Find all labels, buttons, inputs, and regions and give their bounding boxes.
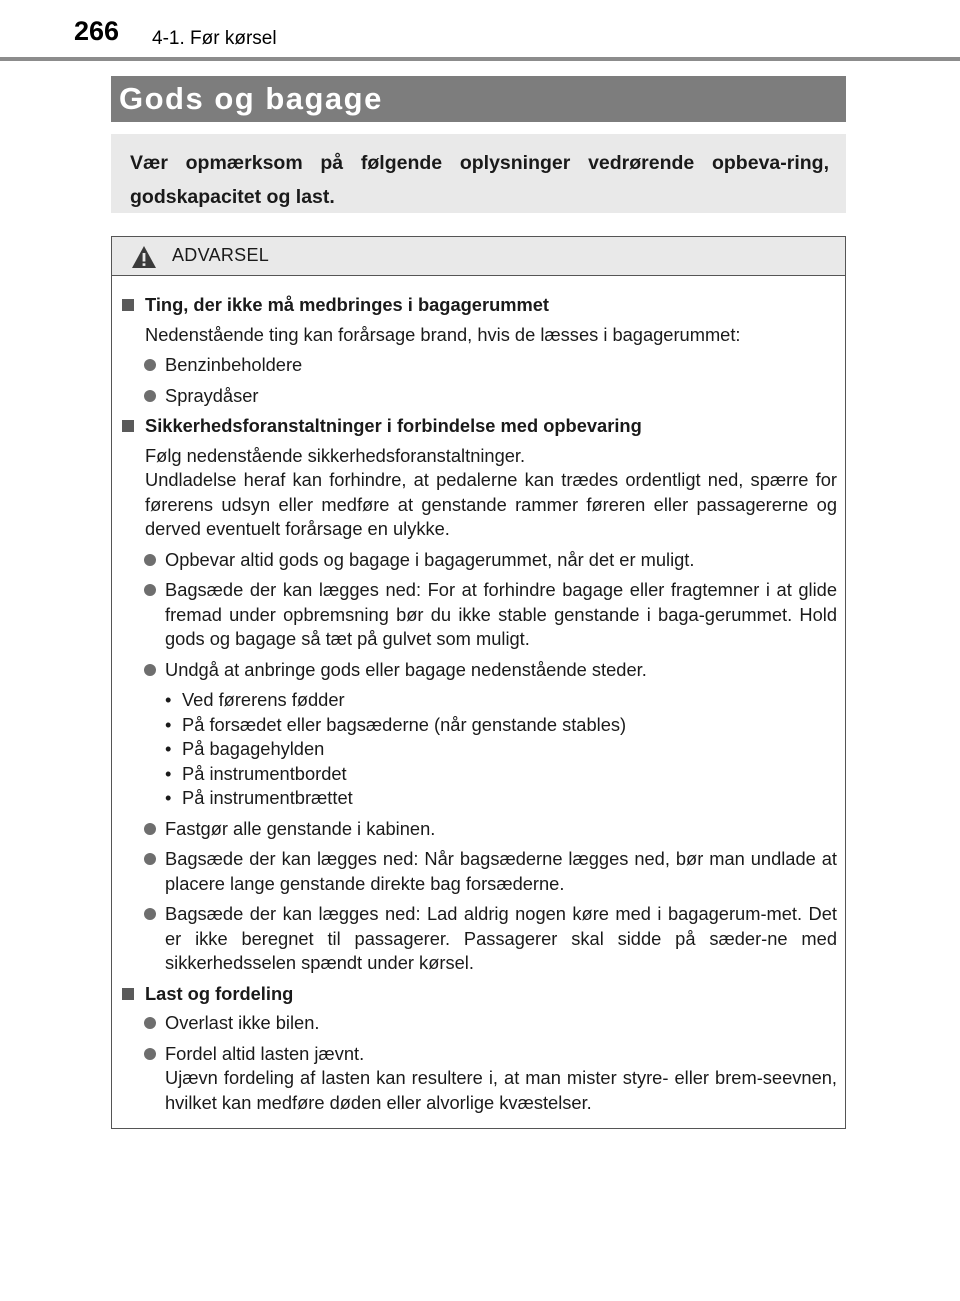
list-item [120,548,837,573]
list-item [120,902,837,976]
paragraph: Undladelse heraf kan forhindre, at pedalerne kan trædes ordentligt ned, spærre for førerens udsyn eller medføre at genstande rammer føreren eller passagererne og derved eventuelt forårsage en ulykke. [145,469,837,539]
warning-heading [120,414,837,439]
header-divider [0,57,960,61]
square-bullet-icon [122,299,134,311]
list-item [120,817,837,842]
page-header [0,0,960,62]
bullet-text: Bagsæde der kan lægges ned: Når bagsæderne lægges ned, bør man undlade at placere lange genstande direkte bag forsæderne. [165,848,837,894]
square-bullet-icon [122,988,134,1000]
list-item [120,658,837,683]
round-bullet-icon [144,1017,156,1029]
heading-text: Sikkerhedsforanstaltninger i forbindelse med opbevaring [145,415,642,436]
dash-text: På instrumentbrættet [182,787,353,808]
list-item [120,1042,837,1067]
bullet-text: Overlast ikke bilen. [165,1012,320,1033]
round-bullet-icon [144,908,156,920]
dash-item: • På instrumentbordet [165,762,347,784]
bullet-text: Benzinbeholdere [165,354,303,375]
dash-item: • På instrumentbrættet [165,787,353,808]
bullet-text: Bagsæde der kan lægges ned: Lad aldrig nogen køre med i bagagerum-met. Det er ikke beregnet til passagerer. Passagerer skal sidde på sæder-ne med sikkerhedsselen spændt under kørsel. [165,903,837,973]
list-item [120,578,837,652]
list-item [120,384,837,409]
warning-box [111,236,846,1129]
intro-box: Vær opmærksom på følgende oplysninger vedrørende opbeva-ring, godskapacitet og last. [111,134,846,213]
warning-body [112,276,845,1115]
warning-header [112,237,845,276]
paragraph: Følg nedenstående sikkerhedsforanstaltninger. [145,444,526,466]
page-number: 266 [74,16,120,46]
heading-text: Ting, der ikke må medbringes i bagagerummet [145,294,549,315]
round-bullet-icon [144,664,156,676]
title-bar [111,76,846,122]
dash-item: • På forsædet eller bagsæderne (når genstande stables) [165,713,627,735]
dash-item: • Ved førerens fødder [165,689,345,710]
round-bullet-icon [144,1048,156,1060]
bullet-text: Bagsæde der kan lægges ned: For at forhindre bagage eller fragtemner i at glide fremad under opbremsning bør du ikke stable genstande i baga-gerummet. Hold gods og bagage så tæt på gulvet som muligt. [165,579,837,649]
bullet-text: Spraydåser [165,384,259,406]
dash-text: På forsædet eller bagsæderne (når genstande stables) [182,713,627,735]
list-item [120,353,837,378]
dash-text: På bagagehylden [182,738,325,759]
paragraph-indented [120,1066,837,1115]
warning-heading [120,293,837,318]
warning-label: ADVARSEL [172,245,270,265]
round-bullet-icon [144,823,156,835]
round-bullet-icon [144,390,156,402]
square-bullet-icon [122,420,134,432]
paragraph-text: Ujævn fordeling af lasten kan resultere i, at man mister styre- eller brem-seevnen, hvilket kan medføre døden eller alvorlige kvæstelser. [165,1067,837,1113]
dash-text: Ved førerens fødder [182,689,345,710]
list-item [120,847,837,896]
bullet-text: Fastgør alle genstande i kabinen. [165,817,436,839]
warning-triangle-icon [131,245,157,269]
bullet-text: Fordel altid lasten jævnt. [165,1042,365,1064]
bullet-text: Opbevar altid gods og bagage i bagagerummet, når det er muligt. [165,548,695,570]
round-bullet-icon [144,554,156,566]
dash-text: På instrumentbordet [182,762,347,784]
list-item [120,1011,837,1036]
paragraph: Nedenstående ting kan forårsage brand, hvis de læsses i bagagerummet: [145,323,741,345]
warning-heading [120,982,837,1007]
section-title: 4-1. Før kørsel [152,28,277,49]
page-title: Gods og bagage [119,81,383,116]
dash-item: • På bagagehylden [165,738,325,759]
bullet-text: Undgå at anbringe gods eller bagage nedenstående steder. [165,658,647,680]
heading-text: Last og fordeling [145,982,294,1004]
round-bullet-icon [144,359,156,371]
round-bullet-icon [144,853,156,865]
round-bullet-icon [144,584,156,596]
